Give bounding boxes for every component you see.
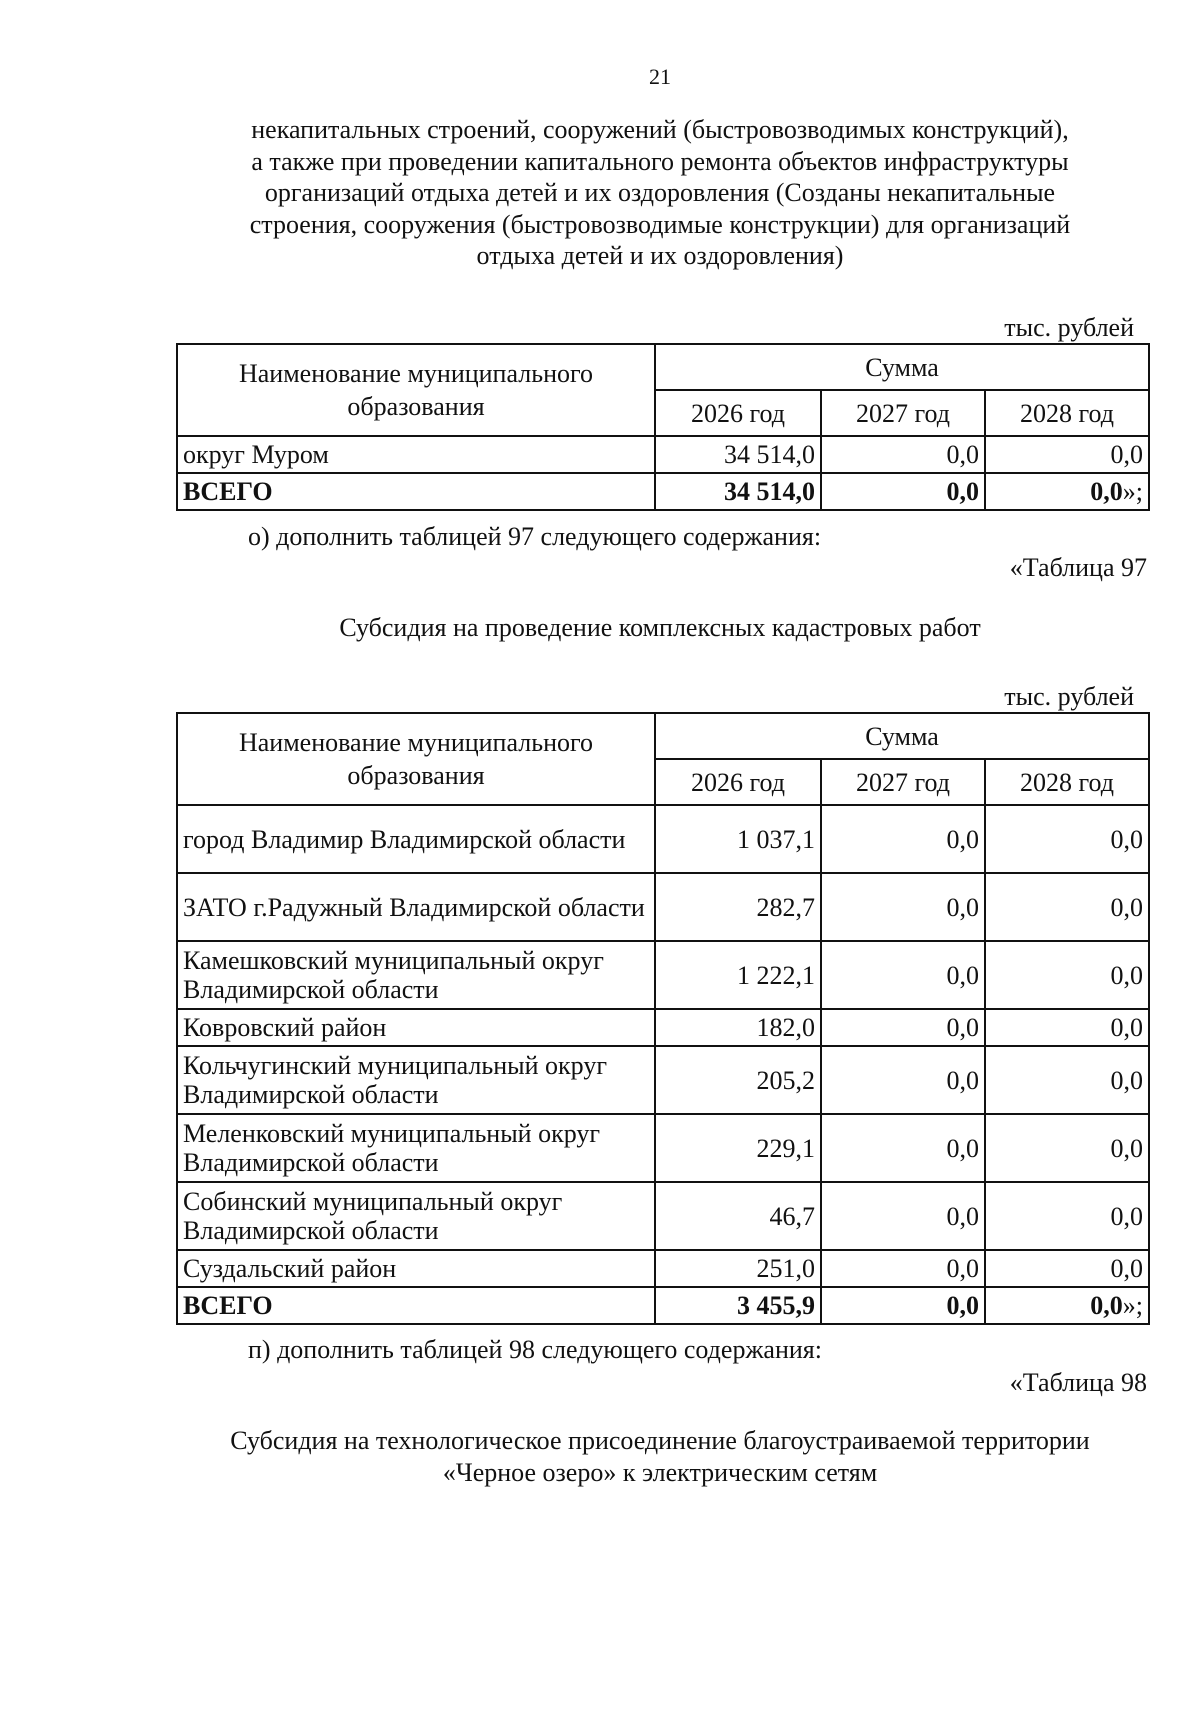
intro-line: организаций отдыха детей и их оздоровления (Созданы некапитальные bbox=[264, 178, 1056, 207]
row-name: город Владимир Владимирской области bbox=[177, 805, 655, 873]
row-name: ЗАТО г.Радужный Владимирской области bbox=[177, 873, 655, 941]
year-header: 2026 год bbox=[655, 759, 821, 805]
total-2027: 0,0 bbox=[821, 473, 985, 510]
table2-units: тыс. рублей bbox=[1004, 682, 1134, 711]
row-name: Собинский муниципальный округ Владимирской области bbox=[177, 1182, 655, 1250]
total-2026: 3 455,9 bbox=[655, 1287, 821, 1324]
instruction-p: п) дополнить таблицей 98 следующего содержания: bbox=[248, 1335, 822, 1364]
table1 bbox=[176, 343, 1150, 511]
table97-title-text: Субсидия на проведение комплексных кадастровых работ bbox=[339, 613, 981, 642]
closing-quote-suffix: »; bbox=[1122, 1291, 1144, 1320]
total-2028 bbox=[985, 473, 1149, 510]
intro-line: некапитальных строений, сооружений (быстровозводимых конструкций), bbox=[251, 115, 1069, 144]
total-2027: 0,0 bbox=[821, 1287, 985, 1324]
year-header: 2028 год bbox=[985, 759, 1149, 805]
year-header: 2028 год bbox=[985, 390, 1149, 436]
table-row bbox=[177, 941, 1149, 1009]
table-row bbox=[177, 873, 1149, 941]
row-name: Меленковский муниципальный округ Владимирской области bbox=[177, 1114, 655, 1182]
table1-units: тыс. рублей bbox=[1004, 313, 1134, 342]
intro-line: строения, сооружения (быстровозводимые конструкции) для организаций bbox=[249, 209, 1071, 239]
row-name: Ковровский район bbox=[177, 1009, 655, 1046]
row-value-2027: 0,0 bbox=[821, 1182, 985, 1250]
row-value-2026: 46,7 bbox=[655, 1182, 821, 1250]
row-value-2027: 0,0 bbox=[821, 805, 985, 873]
table-row bbox=[177, 436, 1149, 473]
row-name: округ Муром bbox=[177, 436, 655, 473]
row-value-2027: 0,0 bbox=[821, 436, 985, 473]
row-name: Камешковский муниципальный округ Владимирской области bbox=[177, 941, 655, 1009]
intro-paragraph bbox=[180, 114, 1140, 272]
table-row bbox=[177, 1182, 1149, 1250]
row-value-2028: 0,0 bbox=[985, 1009, 1149, 1046]
year-header: 2027 год bbox=[821, 390, 985, 436]
table-row bbox=[177, 1250, 1149, 1287]
table2 bbox=[176, 712, 1150, 1325]
year-header: 2026 год bbox=[655, 390, 821, 436]
row-value-2028: 0,0 bbox=[985, 436, 1149, 473]
row-value-2026: 1 222,1 bbox=[655, 941, 821, 1009]
row-value-2026: 282,7 bbox=[655, 873, 821, 941]
row-value-2027: 0,0 bbox=[821, 1009, 985, 1046]
table-row bbox=[177, 1114, 1149, 1182]
total-2026: 34 514,0 bbox=[655, 473, 821, 510]
closing-quote-suffix: »; bbox=[1122, 477, 1144, 506]
table-row bbox=[177, 1046, 1149, 1114]
table-row bbox=[177, 805, 1149, 873]
row-value-2028: 0,0 bbox=[985, 1114, 1149, 1182]
table97-ref: «Таблица 97 bbox=[1009, 553, 1147, 582]
instruction-o: о) дополнить таблицей 97 следующего содержания: bbox=[248, 522, 822, 551]
name-column-header: Наименование муниципального образования bbox=[177, 713, 655, 805]
total-row bbox=[177, 1287, 1149, 1324]
row-value-2028: 0,0 bbox=[985, 805, 1149, 873]
row-value-2026: 229,1 bbox=[655, 1114, 821, 1182]
sum-column-header: Сумма bbox=[655, 344, 1149, 390]
total-2028 bbox=[985, 1287, 1149, 1324]
row-value-2028: 0,0 bbox=[985, 1046, 1149, 1114]
row-value-2028: 0,0 bbox=[985, 1182, 1149, 1250]
page-number: 21 bbox=[649, 64, 671, 89]
total-row bbox=[177, 473, 1149, 510]
total-label: ВСЕГО bbox=[177, 1287, 655, 1324]
row-value-2027: 0,0 bbox=[821, 1114, 985, 1182]
row-name: Кольчугинский муниципальный округ Владимирской области bbox=[177, 1046, 655, 1114]
row-value-2028: 0,0 bbox=[985, 941, 1149, 1009]
row-value-2027: 0,0 bbox=[821, 873, 985, 941]
row-value-2028: 0,0 bbox=[985, 873, 1149, 941]
row-value-2026: 1 037,1 bbox=[655, 805, 821, 873]
table98-title-line: Субсидия на технологическое присоединение благоустраиваемой территории bbox=[230, 1426, 1090, 1455]
row-name: Суздальский район bbox=[177, 1250, 655, 1287]
row-value-2026: 205,2 bbox=[655, 1046, 821, 1114]
year-header: 2027 год bbox=[821, 759, 985, 805]
table-row bbox=[177, 1009, 1149, 1046]
table98-title-line: «Черное озеро» к электрическим сетям bbox=[442, 1458, 878, 1487]
row-value-2027: 0,0 bbox=[821, 1250, 985, 1287]
row-value-2027: 0,0 bbox=[821, 1046, 985, 1114]
intro-line: а также при проведении капитального ремонта объектов инфраструктуры bbox=[251, 146, 1069, 176]
intro-line: отдыха детей и их оздоровления) bbox=[476, 241, 844, 270]
table98-title bbox=[150, 1425, 1170, 1489]
row-value-2026: 251,0 bbox=[655, 1250, 821, 1287]
total-2028-value: 0,0 bbox=[1090, 1291, 1123, 1320]
row-value-2027: 0,0 bbox=[821, 941, 985, 1009]
table97-title bbox=[150, 612, 1170, 644]
sum-column-header: Сумма bbox=[655, 713, 1149, 759]
total-2028-value: 0,0 bbox=[1090, 477, 1123, 506]
row-value-2026: 182,0 bbox=[655, 1009, 821, 1046]
name-column-header: Наименование муниципального образования bbox=[177, 344, 655, 436]
table98-ref: «Таблица 98 bbox=[1009, 1368, 1147, 1397]
total-label: ВСЕГО bbox=[177, 473, 655, 510]
row-value-2028: 0,0 bbox=[985, 1250, 1149, 1287]
row-value-2026: 34 514,0 bbox=[655, 436, 821, 473]
